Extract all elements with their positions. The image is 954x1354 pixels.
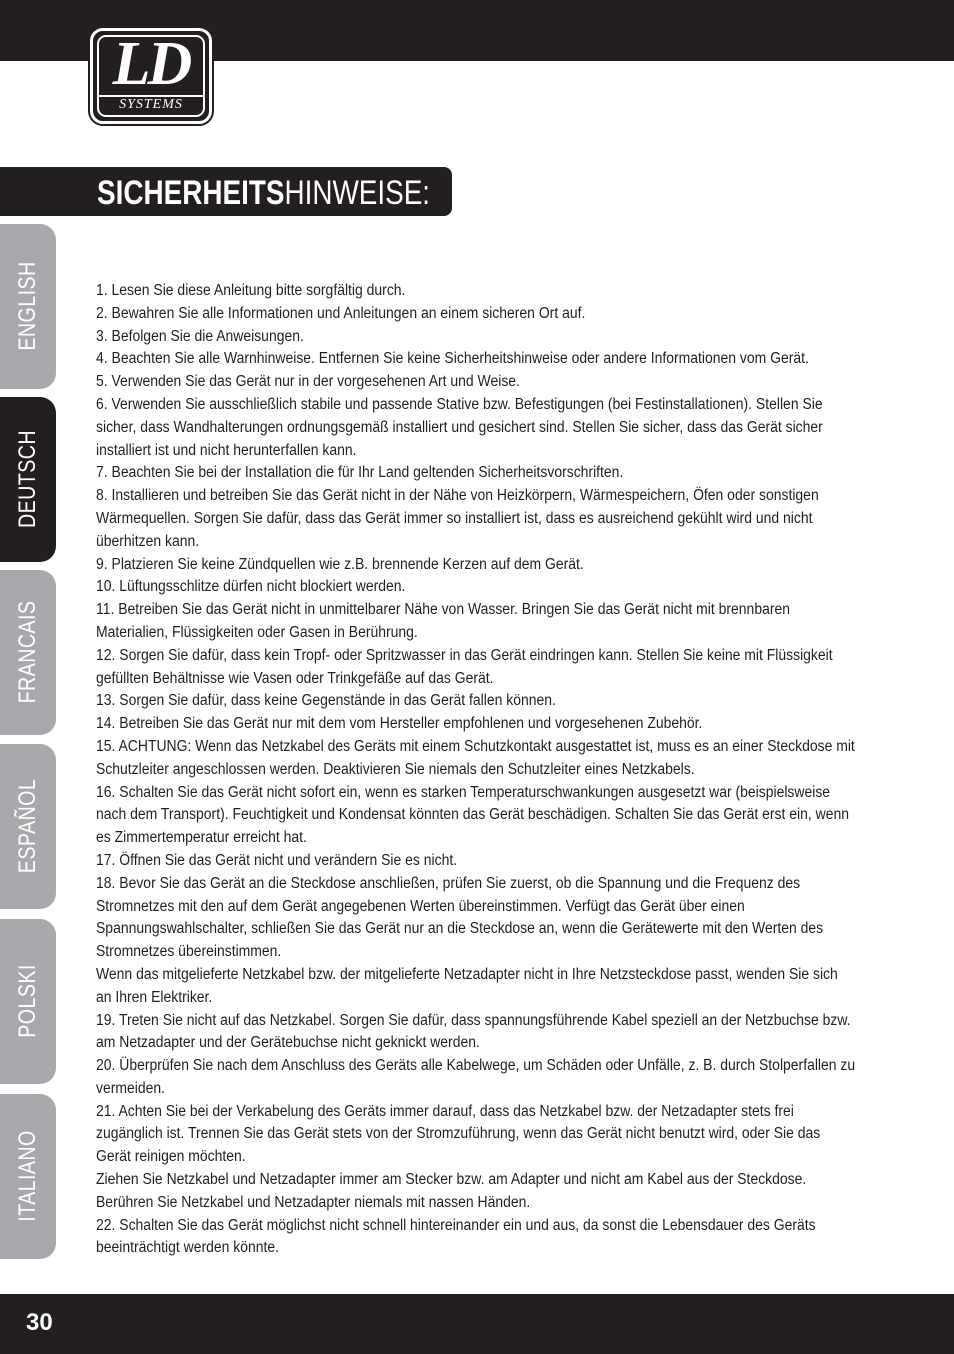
instruction-item: 20. Überprüfen Sie nach dem Anschluss des Geräts alle Kabelwege, um Schäden oder Unfälle, z. B. durch Stolperfallen zu vermeiden. [96,1057,856,1097]
instruction-item: 12. Sorgen Sie dafür, dass kein Tropf- oder Spritzwasser in das Gerät eindringen kann. Stellen Sie keine mit Flüssigkeit gefüllten Behältnisse wie Vasen oder Trinkgefäße auf das Gerät. [96,646,833,687]
page-number: 30 [26,1309,53,1336]
tab-espanol[interactable] [0,744,56,909]
instruction-item: 7. Beachten Sie bei der Installation die für Ihr Land geltenden Sicherheitsvorschriften. [96,464,624,482]
instruction-item: 2. Bewahren Sie alle Informationen und Anleitungen an einem sicheren Ort auf. [96,304,586,322]
title-bold-part: SICHERHEITS [97,174,285,212]
instruction-item: 8. Installieren und betreiben Sie das Gerät nicht in der Nähe von Heizkörpern, Wärmespeichern, Öfen oder sonstigen Wärmequellen. Sorgen Sie dafür, dass das Gerät immer so installiert ist, dass es ausreichend gekühlt wird und nicht überhitzen kann. [96,487,819,550]
tab-label: ENGLISH [14,261,41,351]
instruction-item: 17. Öffnen Sie das Gerät nicht und verändern Sie es nicht. [96,851,458,869]
instruction-item: 19. Treten Sie nicht auf das Netzkabel. Sorgen Sie dafür, dass spannungsführende Kabel speziell an der Netzbuchse bzw. am Netzadapter und der Gerätebuchse nicht geknickt werden. [96,1011,851,1052]
tab-deutsch[interactable] [0,397,56,562]
tab-label: ITALIANO [14,1130,41,1222]
tab-english[interactable] [0,224,56,389]
tab-label: POLSKI [14,964,41,1038]
instruction-item: 3. Befolgen Sie die Anweisungen. [96,327,304,345]
instruction-item: 22. Schalten Sie das Gerät möglichst nicht schnell hintereinander ein und aus, da sonst die Lebensdauer des Geräts beeinträchtigt werden könnte. [96,1216,816,1257]
safety-instructions [96,280,866,1260]
page-title [97,173,430,213]
instruction-item: 1. Lesen Sie diese Anleitung bitte sorgfältig durch. [96,282,406,299]
tab-italiano[interactable] [0,1094,56,1259]
logo-subtext: SYSTEMS [99,95,203,113]
ld-systems-logo [90,28,212,124]
section-title-bar [0,167,452,216]
instruction-item: 6. Verwenden Sie ausschließlich stabile und passende Stative bzw. Befestigungen (bei Festinstallationen). Stellen Sie sicher, dass Wandhalterungen ordnungsgemäß installiert und gesichert sind. Stellen Sie sicher, dass das Gerät sicher installiert ist und nicht herunterfallen kann. [96,395,823,459]
footer-bar [0,1294,954,1354]
instruction-item: 14. Betreiben Sie das Gerät nur mit dem vom Hersteller empfohlenen und vorgesehenen Zubehör. [96,715,703,733]
instruction-item: 21. Achten Sie bei der Verkabelung des Geräts immer darauf, dass das Netzkabel bzw. der Netzadapter stets frei zugänglich ist. Trennen Sie das Gerät stets von der Stromzuführung, wenn das Gerät nicht benutzt wird, oder Sie das Gerät reinigen möchten. [96,1102,821,1166]
instruction-item: 11. Betreiben Sie das Gerät nicht in unmittelbarer Nähe von Wasser. Bringen Sie das Gerät nicht mit brennbaren Materialien, Flüssigkeiten oder Gasen in Berührung. [96,601,790,641]
instruction-item: 9. Platzieren Sie keine Zündquellen wie z.B. brennende Kerzen auf dem Gerät. [96,555,584,573]
title-regular-part: HINWEISE: [284,174,431,212]
instruction-item: 5. Verwenden Sie das Gerät nur in der vorgesehenen Art und Weise. [96,373,520,391]
tab-polski[interactable] [0,919,56,1084]
instruction-item: 16. Schalten Sie das Gerät nicht sofort ein, wenn es starken Temperaturschwankungen ausgesetzt war (beispielsweise nach dem Transport). Feuchtigkeit und Kondensat könnten das Gerät beschädigen. Schalten Sie das Gerät erst ein, wenn es Zimmertemperatur erreicht hat. [96,783,849,847]
instruction-item: 13. Sorgen Sie dafür, dass keine Gegenstände in das Gerät fallen können. [96,692,556,710]
instruction-item: 15. ACHTUNG: Wenn das Netzkabel des Geräts mit einem Schutzkontakt ausgestattet ist, muss es an einer Steckdose mit Schutzleiter angeschlossen werden. Deaktivieren Sie niemals den Schutzleiter eines Netzkabels. [96,737,855,778]
tab-francais[interactable] [0,570,56,735]
tab-label: ESPAÑOL [14,778,41,874]
instruction-item: 10. Lüftungsschlitze dürfen nicht blockiert werden. [96,578,406,596]
tab-label: DEUTSCH [14,429,41,529]
logo-brand: LD [112,30,190,98]
instruction-item: Wenn das mitgelieferte Netzkabel bzw. der mitgelieferte Netzadapter nicht in Ihre Netzsteckdose passt, wenden Sie sich an Ihren Elektriker. [96,965,838,1006]
instruction-item: 4. Beachten Sie alle Warnhinweise. Entfernen Sie keine Sicherheitshinweise oder andere Informationen vom Gerät. [96,350,809,368]
instruction-item: Ziehen Sie Netzkabel und Netzadapter immer am Stecker bzw. am Adapter und nicht am Kabel aus der Steckdose. Berühren Sie Netzkabel und Netzadapter niemals mit nassen Händen. [96,1171,807,1211]
tab-label: FRANCAIS [14,600,41,704]
instruction-item: 18. Bevor Sie das Gerät an die Steckdose anschließen, prüfen Sie zuerst, ob die Spannung und die Frequenz des Stromnetzes mit den auf dem Gerät angegebenen Werten übereinstimmen. Verfügt das Gerät über einen Spannungswahlschalter, schließen Sie das Gerät nur an die Steckdose an, wenn die Gerätewerte mit den Werten des Stromnetzes übereinstimmen. [96,874,824,961]
